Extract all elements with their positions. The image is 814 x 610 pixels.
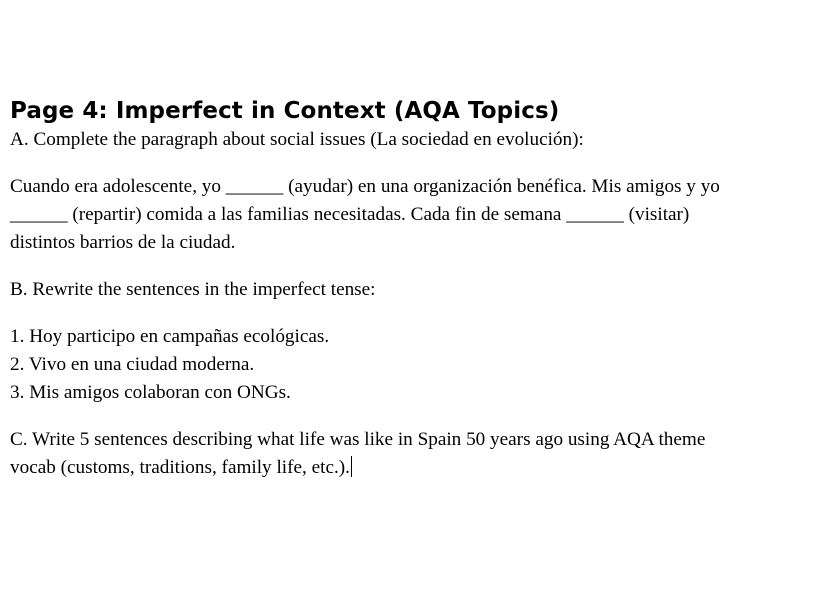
section-a-paragraph: [10, 173, 814, 257]
paragraph-line: [10, 454, 814, 482]
section-b-instruction: B. Rewrite the sentences in the imperfect tense:: [10, 279, 376, 300]
page-title: Page 4: Imperfect in Context (AQA Topics): [10, 98, 560, 124]
text-cursor: [351, 456, 352, 477]
list-item: 3. Mis amigos colaboran con ONGs.: [10, 382, 291, 403]
section-a-instruction: A. Complete the paragraph about social issues (La sociedad en evolución):: [10, 129, 584, 150]
spacer: [10, 257, 814, 276]
paragraph-line: ______ (repartir) comida a las familias necesitadas. Cada fin de semana ______ (visitar): [10, 204, 690, 225]
list-item: 1. Hoy participo en campañas ecológicas.: [10, 326, 330, 347]
paragraph-line-text: vocab (customs, traditions, family life, etc.).: [10, 457, 350, 478]
section-b-list: [10, 323, 814, 407]
paragraph-line: C. Write 5 sentences describing what life was like in Spain 50 years ago using AQA theme: [10, 429, 706, 450]
paragraph-line: distintos barrios de la ciudad.: [10, 232, 236, 253]
spacer: [10, 154, 814, 173]
paragraph-line: Cuando era adolescente, yo ______ (ayudar) en una organización benéfica. Mis amigos y yo: [10, 176, 720, 197]
spacer: [10, 407, 814, 426]
spacer: [10, 304, 814, 323]
list-item: 2. Vivo en una ciudad moderna.: [10, 354, 255, 375]
section-c-instruction: [10, 426, 814, 482]
